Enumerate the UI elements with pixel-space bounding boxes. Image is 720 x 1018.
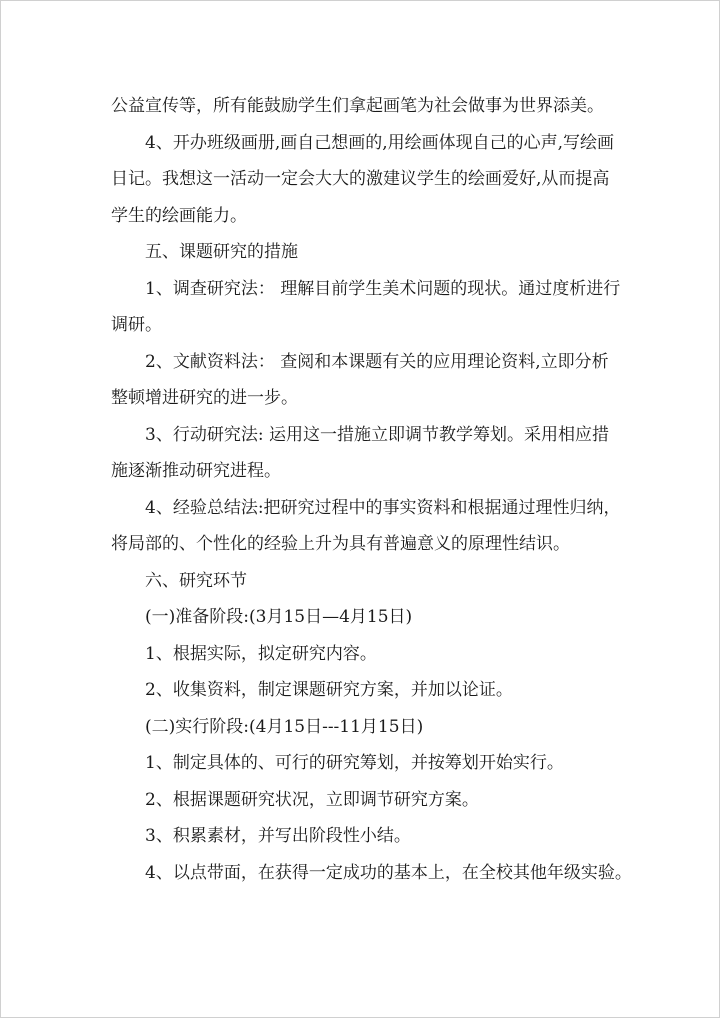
paragraph-line: 3、积累素材，并写出阶段性小结。 <box>145 826 411 846</box>
paragraph-line: 公益宣传等，所有能鼓励学生们拿起画笔为社会做事为世界添美。 <box>111 96 604 116</box>
paragraph-line: 4、以点带面，在获得一定成功的基本上，在全校其他年级实验。 <box>145 862 632 883</box>
paragraph-line: 整顿增进研究的进一步。 <box>111 388 298 408</box>
paragraph-line: 1、调查研究法： 理解目前学生美术问题的现状。通过度析进行 <box>145 278 621 299</box>
subsection-heading: (二)实行阶段:(4月15日---11月15日) <box>145 716 424 737</box>
paragraph-line: 2、根据课题研究状况，立即调节研究方案。 <box>145 789 479 810</box>
paragraph-line: 施逐渐推动研究进程。 <box>111 461 281 481</box>
paragraph-line: 1、根据实际，拟定研究内容。 <box>145 643 377 664</box>
paragraph-line: 2、收集资料，制定课题研究方案，并加以论证。 <box>145 680 513 700</box>
paragraph-line: 调研。 <box>111 315 162 335</box>
paragraph-line: 3、行动研究法: 运用这一措施立即调节教学筹划。采用相应措 <box>145 424 609 445</box>
paragraph-line: 将局部的、个性化的经验上升为具有普遍意义的原理性结识。 <box>111 534 570 554</box>
document-body <box>111 88 632 891</box>
subsection-heading: (一)准备阶段:(3月15日—4月15日) <box>145 607 413 627</box>
section-heading: 六、研究环节 <box>145 570 247 591</box>
paragraph-line: 1、制定具体的、可行的研究筹划，并按筹划开始实行。 <box>145 753 564 773</box>
paragraph-line: 4、开办班级画册,画自己想画的,用绘画体现自己的心声,写绘画 <box>145 132 615 153</box>
paragraph-line: 日记。我想这一活动一定会大大的激建议学生的绘画爱好,从而提高 <box>111 169 610 189</box>
paragraph-line: 2、文献资料法： 查阅和本课题有关的应用理论资料,立即分析 <box>145 351 609 372</box>
paragraph-line: 学生的绘画能力。 <box>111 205 247 226</box>
section-heading: 五、课题研究的措施 <box>145 242 298 262</box>
paragraph-line: 4、经验总结法:把研究过程中的事实资料和根据通过理性归纳， <box>145 497 621 518</box>
